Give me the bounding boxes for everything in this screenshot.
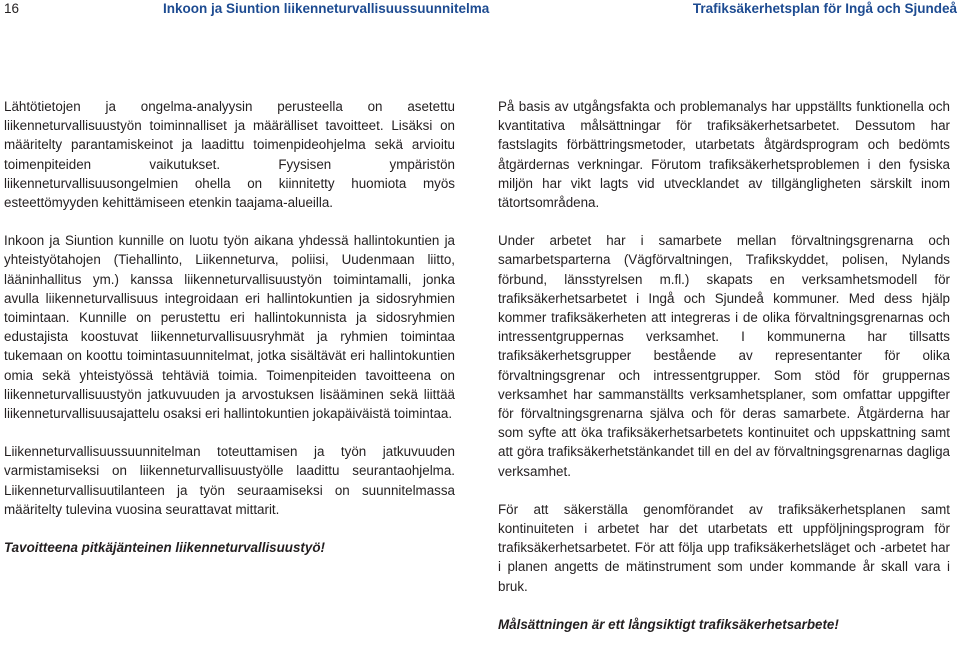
sv-goal-statement: Målsättningen är ett långsiktigt trafiksäkerhetsarbete!	[498, 616, 839, 632]
swedish-column	[498, 97, 950, 653]
sv-paragraph-1: På basis av utgångsfakta och problemanalys har uppställts funktionella och kvantitativa målsättningar för trafiksäkerhetsarbetet. Dessutom har fastslagits förbättringsmetoder, utarbetats åtgärdsprogram och bedömts åtgärdernas verkningar. Förutom trafiksäkerhetsproblemen i den fysiska miljön har vikt lagts vid utvecklandet av tillgängligheten särskilt inom tätortsområdena.	[498, 99, 950, 211]
header-title-swedish: Trafiksäkerhetsplan för Ingå och Sjundeå	[692, 1, 957, 16]
page-header	[0, 0, 960, 18]
fi-paragraph-2: Inkoon ja Siuntion kunnille on luotu työn aikana yhdessä hallintokuntien ja yhteistyötahojen (Tiehallinto, Liikenneturva, poliisi, Uudenmaan liitto, lääninhallitus ym.) kanssa liikenneturvallisuustyön toimintamalli, jonka avulla liikenneturvallisuus integroidaan eri hallintokuntien ja sidosryhmien toimintaan. Kunnille on perustettu eri hallintokunnista ja sidosryhmien edustajista koostuvat liikenneturvallisuusryhmät ja ryhmien toimintaa tukemaan on koottu toimintasuunnitelmat, jotka sisältävät eri hallintokuntien omia sekä yhteistyössä tehtäviä toimia. Toimenpiteiden tavoitteena on liikenneturvallisuustyön jatkuvuuden ja arvostuksen lisääminen sekä liittää liikenneturvallisuusajattelu osaksi eri hallintokuntien jokapäiväistä toimintaa.	[4, 233, 455, 422]
header-title-finnish: Inkoon ja Siuntion liikenneturvallisuussuunnitelma	[163, 1, 490, 16]
sv-paragraph-2: Under arbetet har i samarbete mellan förvaltningsgrenarna och samarbetsparterna (Vägförvaltningen, Trafikskyddet, polisen, Nylands förbund, länsstyrelsen m.fl.) skapats en verksamhetsmodell för trafiksäkerhetsarbetet i Ingå och Sjundeå kommuner. Med dess hjälp kommer trafiksäkerheten att integreras i de olika förvaltningsgrenarnas och intressentgruppernas verksamhet. I kommunerna har tillsatts trafiksäkerhetsgrupper bestående av representanter för olika förvaltningsgrenar och intressentgrupper. Som stöd för gruppernas verksamhet har sammanställts verksamhetsplaner, som omfattar uppgifter för förvaltningsgrenarna själva och för deras samarbete. Åtgärderna har som syfte att öka trafiksäkerhetsarbetets kontinuitet och uppskattning samt att göra trafiksäkerhetstänkandet till en del av förvaltningsgrenarnas dagliga verksamhet.	[498, 233, 950, 479]
fi-paragraph-1: Lähtötietojen ja ongelma-analyysin perusteella on asetettu liikenneturvallisuustyön toiminnalliset ja määrälliset tavoitteet. Lisäksi on määritelty parantamiskeinot ja laadittu toimenpideohjelma sekä arvioitu toimenpiteiden vaikutukset. Fyysisen ympäristön liikenneturvallisuusongelmien ohella on kiinnitetty huomiota myös esteettömyyden kehittämiseen etenkin taajama-alueilla.	[4, 99, 455, 211]
finnish-column	[4, 97, 455, 576]
page-number: 16	[4, 1, 20, 16]
fi-goal-statement: Tavoitteena pitkäjänteinen liikenneturvallisuustyö!	[4, 540, 325, 556]
fi-paragraph-3: Liikenneturvallisuussuunnitelman toteuttamisen ja työn jatkuvuuden varmistamiseksi on liikenneturvallisuustyölle laadittu seurantaohjelma. Liikenneturvallisuutilanteen ja työn seuraamiseksi on suunnitelmassa määritelty tulevina vuosina seurattavat mittarit.	[4, 444, 455, 517]
sv-paragraph-3: För att säkerställa genomförandet av trafiksäkerhetsplanen samt kontinuiteten i arbetet har det utarbetats ett uppföljningsprogram för trafiksäkerhetsarbetet. För att följa upp trafiksäkerhetsläget och -arbetet har i planen angetts de mätinstrument som under kommande år skall vara i bruk.	[498, 501, 950, 594]
